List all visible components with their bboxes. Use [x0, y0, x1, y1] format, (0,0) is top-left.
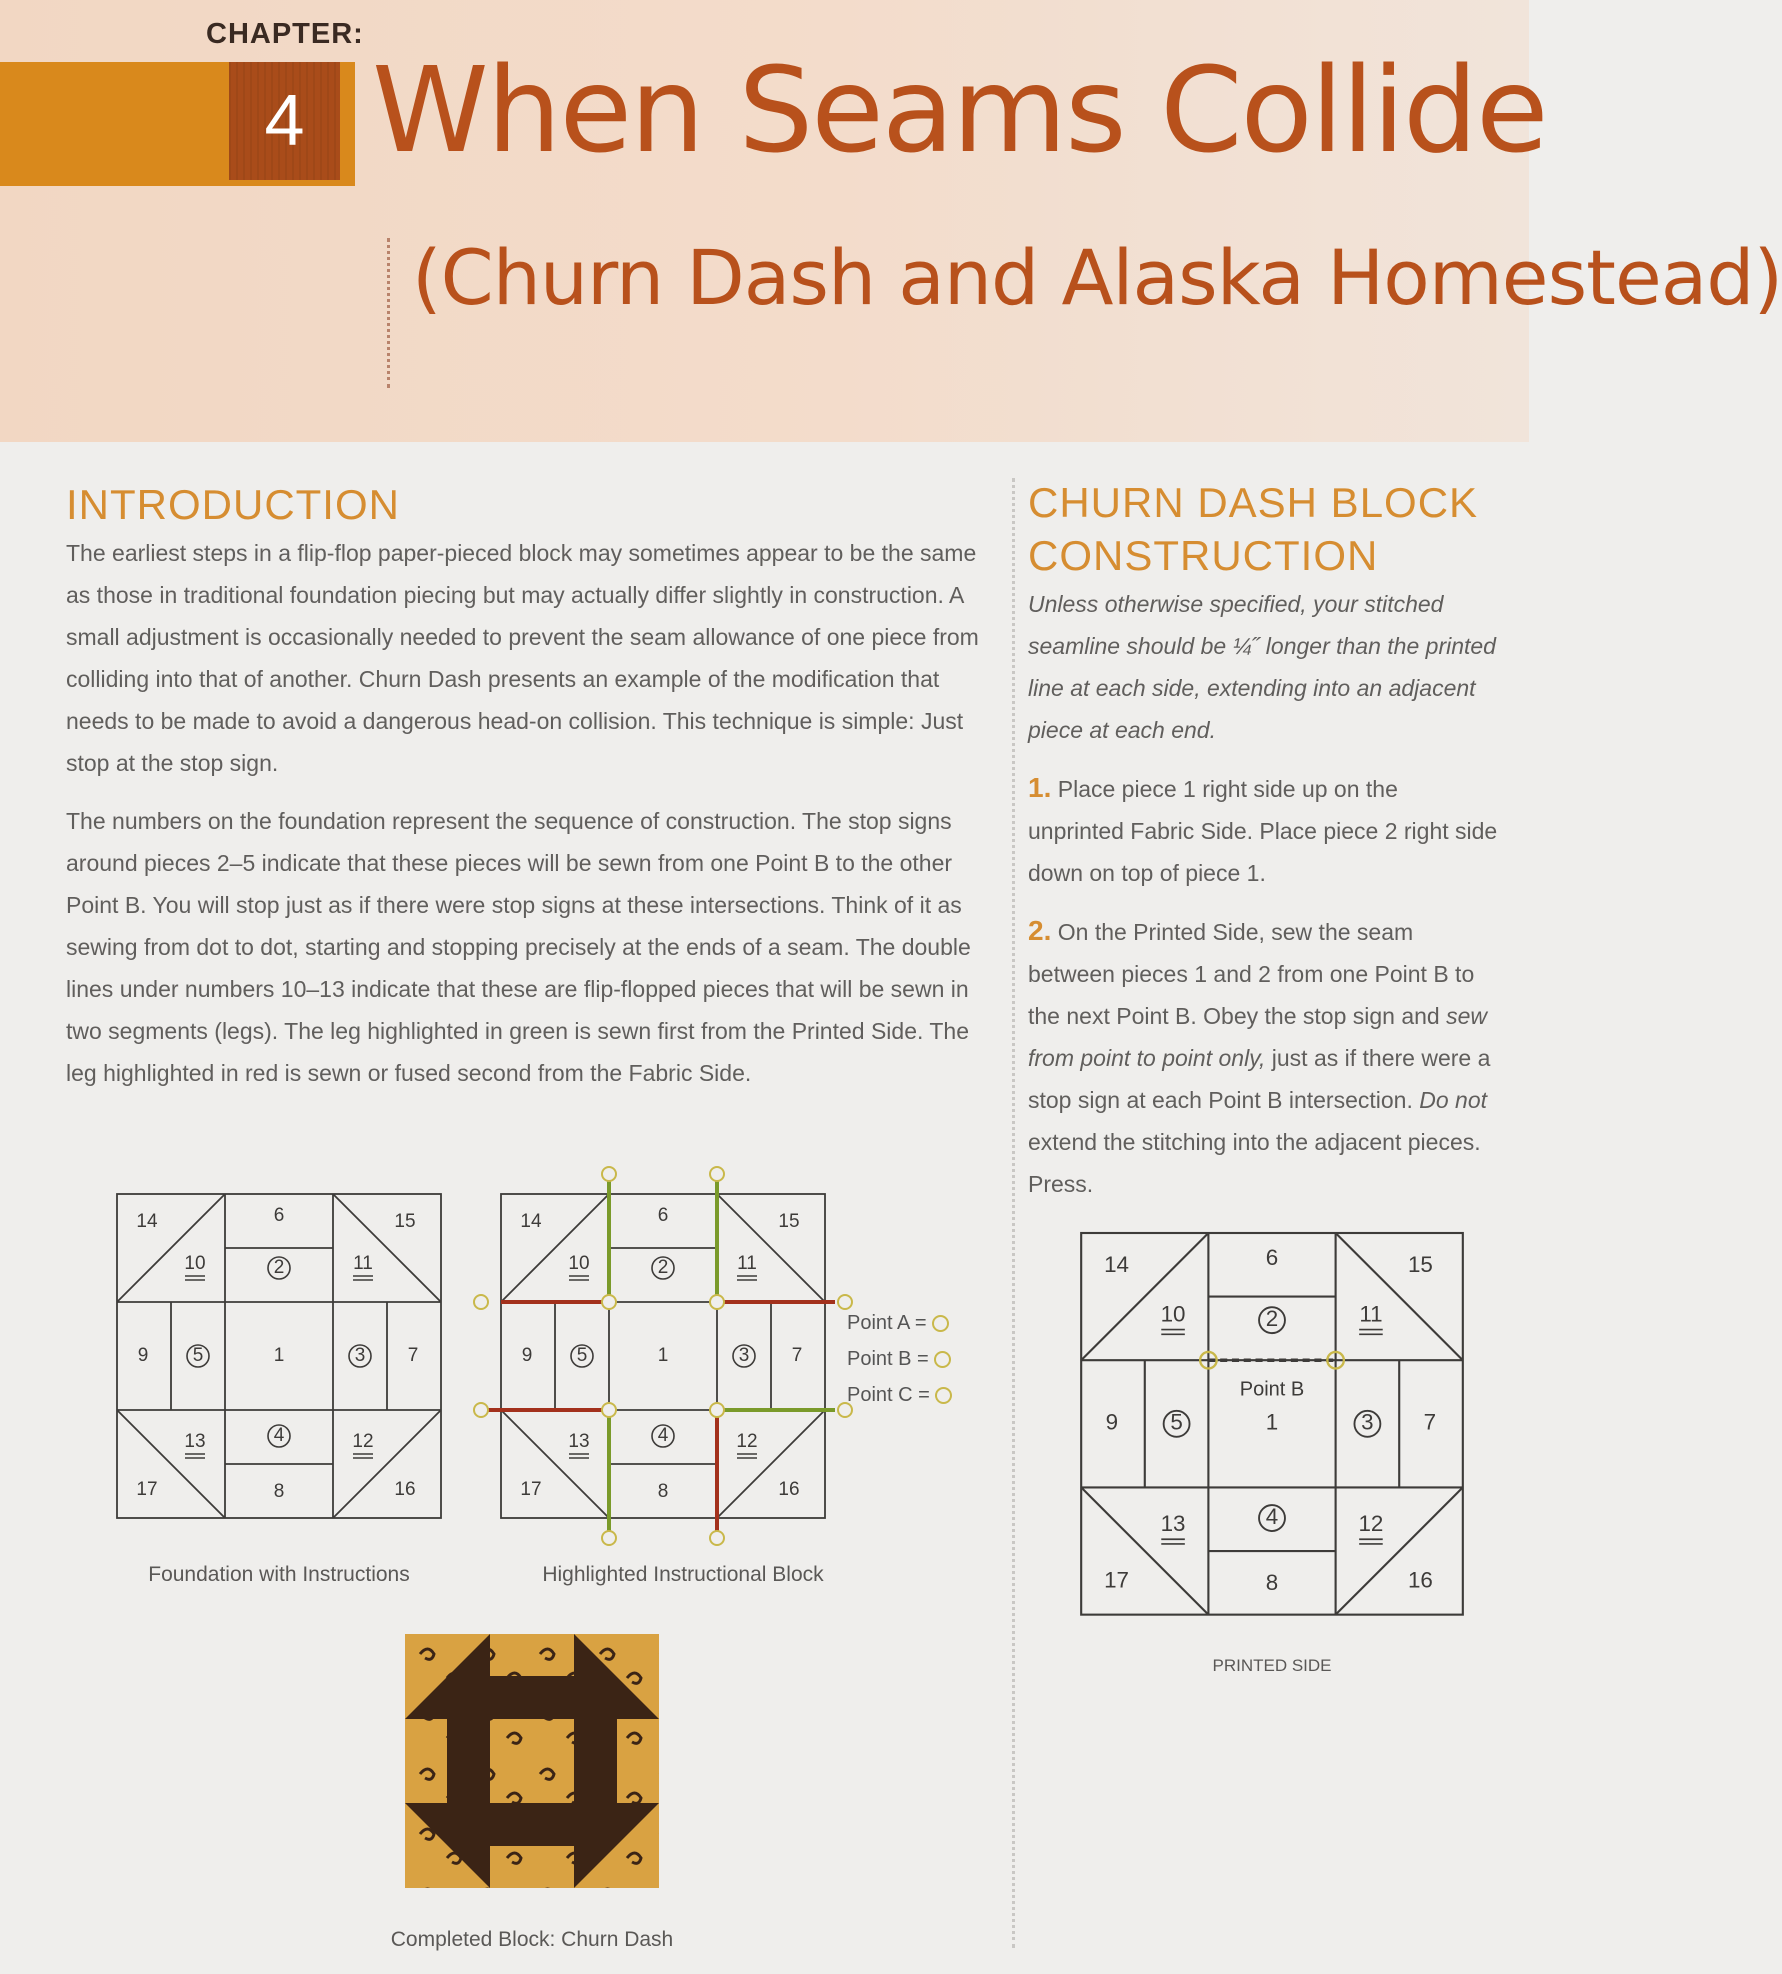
label-flip: 10 [568, 1253, 590, 1275]
label-circled: 3 [1361, 1409, 1374, 1435]
label-flip: 10 [184, 1253, 206, 1275]
label-corner: 14 [520, 1211, 542, 1233]
label-center: 1 [1265, 1409, 1279, 1435]
foundation-diagram [117, 1194, 441, 1520]
label-edge: 7 [407, 1345, 419, 1367]
corner-diagonal [1081, 1487, 1208, 1614]
label-flip: 10 [1160, 1301, 1186, 1327]
legend-point-b [847, 1341, 952, 1377]
caption-foundation: Foundation with Instructions [148, 1563, 410, 1586]
point-marker [602, 1167, 616, 1181]
label-circled: 4 [1265, 1503, 1279, 1529]
label-circled: 4 [273, 1425, 285, 1447]
corner-diagonal [333, 1194, 441, 1302]
caption-highlighted: Highlighted Instructional Block [542, 1563, 824, 1586]
label-corner: 16 [1407, 1567, 1433, 1593]
label-flip: 12 [352, 1431, 374, 1453]
point-b-marker-icon [934, 1351, 951, 1368]
legend-point-c [847, 1377, 952, 1413]
label-corner: 17 [520, 1479, 542, 1501]
step-text: just as if there were a stop sign at each Point B intersection. [1028, 1045, 1491, 1113]
label-edge: 6 [657, 1205, 669, 1227]
point-marker [602, 1531, 616, 1545]
label-flip: 13 [568, 1431, 590, 1453]
completed-quilt-block [405, 1634, 659, 1888]
construction-heading-line1: CHURN DASH BLOCK [1028, 479, 1479, 526]
label-corner: 15 [778, 1211, 800, 1233]
quilt-background [405, 1634, 659, 1888]
label-edge: 9 [1105, 1409, 1119, 1435]
label-circled: 5 [1170, 1409, 1183, 1435]
quilt-bar-left [447, 1719, 490, 1803]
introduction-body [66, 532, 1006, 1110]
point-legend [847, 1305, 952, 1413]
step-text: On the Printed Side, sew the seam between pieces 1 and 2 from one Point B to the next Point B. Obey the stop sign and [1028, 919, 1475, 1029]
label-circled: 2 [657, 1257, 669, 1279]
corner-diagonal [333, 1410, 441, 1518]
point-b-label: Point B [1239, 1378, 1305, 1401]
label-corner: 14 [136, 1211, 158, 1233]
corner-diagonal [1336, 1487, 1463, 1614]
construction-lead: Unless otherwise specified, your stitched seamline should be ¼˝ longer than the printed line at each side, extending into an adjacent piece at each end. [1028, 591, 1496, 743]
label-center: 1 [657, 1345, 669, 1367]
step-text: Place piece 1 right side up on the unprinted Fabric Side. Place piece 2 right side down on top of piece 1. [1028, 776, 1498, 886]
label-edge: 6 [273, 1205, 285, 1227]
caption-printed-side: PRINTED SIDE [1212, 1656, 1332, 1675]
label-circled: 2 [273, 1257, 285, 1279]
quilt-bar-top [490, 1676, 574, 1719]
label-center: 1 [273, 1345, 285, 1367]
corner-diagonal [1081, 1233, 1208, 1360]
corner-diagonal [1336, 1233, 1463, 1360]
step-1 [1028, 767, 1498, 894]
legend-point-a-label: Point A = [847, 1312, 927, 1334]
step-number: 2. [1028, 915, 1052, 946]
chapter-number: 4 [229, 62, 340, 180]
quilt-bar-bottom [490, 1803, 574, 1846]
label-flip: 12 [736, 1431, 758, 1453]
point-marker [710, 1295, 724, 1309]
label-corner: 17 [136, 1479, 158, 1501]
introduction-paragraph: The numbers on the foundation represent the sequence of construction. The stop signs around pieces 2–5 indicate that these pieces will be sewn from one Point B to the other Point B. You will stop just as if there were stop signs at these intersections. Think of it as sewing from dot to dot, starting and stopping precisely at the ends of a seam. The double lines under numbers 10–13 indicate that these are flip-flopped pieces that will be sewn in two segments (legs). The leg highlighted in green is sewn first from the Printed Side. The leg highlighted in red is sewn or fused second from the Fabric Side. [66, 808, 971, 1086]
label-corner: 16 [394, 1479, 416, 1501]
label-flip: 13 [184, 1431, 206, 1453]
point-marker [710, 1531, 724, 1545]
point-marker [710, 1167, 724, 1181]
chapter-title: When Seams Collide [372, 41, 1547, 179]
column-divider [1012, 478, 1015, 1948]
label-edge: 8 [657, 1481, 669, 1503]
label-corner: 15 [1407, 1251, 1433, 1277]
label-circled: 5 [192, 1345, 204, 1367]
quilt-bar-right [574, 1719, 617, 1803]
chapter-label: CHAPTER: [206, 18, 364, 50]
caption-completed: Completed Block: Churn Dash [390, 1928, 674, 1951]
label-edge: 7 [791, 1345, 803, 1367]
label-corner: 17 [1104, 1567, 1129, 1593]
label-corner: 15 [394, 1211, 416, 1233]
label-edge: 8 [1265, 1569, 1279, 1595]
highlighted-diagram [501, 1194, 825, 1520]
point-marker [474, 1403, 488, 1417]
legend-point-b-label: Point B = [847, 1348, 929, 1370]
construction-heading [1028, 476, 1478, 582]
label-circled: 2 [1265, 1306, 1279, 1332]
label-flip: 11 [1359, 1301, 1383, 1327]
label-circled: 3 [738, 1345, 750, 1367]
label-flip: 11 [737, 1253, 757, 1275]
construction-heading-line2: CONSTRUCTION [1028, 532, 1379, 579]
corner-diagonal [117, 1410, 225, 1518]
step-2 [1028, 910, 1498, 1205]
label-corner: 16 [778, 1479, 800, 1501]
corner-diagonal [501, 1194, 609, 1302]
chapter-header [0, 0, 1782, 442]
step-number: 1. [1028, 772, 1052, 803]
point-marker [474, 1295, 488, 1309]
construction-body [1028, 583, 1498, 1221]
corner-diagonal [717, 1194, 825, 1302]
chapter-subtitle: (Churn Dash and Alaska Homestead) [412, 233, 1782, 322]
point-marker [602, 1403, 616, 1417]
printed-side-diagram [1081, 1233, 1463, 1617]
label-flip: 12 [1358, 1511, 1384, 1537]
label-edge: 9 [137, 1345, 149, 1367]
step-emphasis: Do not [1419, 1087, 1487, 1113]
step-text: extend the stitching into the adjacent pieces. Press. [1028, 1129, 1481, 1197]
label-flip: 11 [353, 1253, 373, 1275]
corner-diagonal [717, 1410, 825, 1518]
introduction-heading: INTRODUCTION [66, 481, 400, 528]
label-circled: 5 [576, 1345, 588, 1367]
legend-point-c-label: Point C = [847, 1384, 930, 1406]
label-edge: 7 [1423, 1409, 1437, 1435]
label-edge: 6 [1265, 1244, 1279, 1270]
step-emphasis: sew from point to point only, [1028, 1003, 1488, 1071]
subtitle-divider [387, 238, 390, 388]
legend-point-a [847, 1305, 952, 1341]
label-corner: 14 [1104, 1251, 1129, 1277]
point-c-marker-icon [935, 1387, 952, 1404]
label-circled: 4 [657, 1425, 669, 1447]
point-a-marker-icon [932, 1315, 949, 1332]
point-marker [602, 1295, 616, 1309]
label-edge: 8 [273, 1481, 285, 1503]
label-circled: 3 [354, 1345, 366, 1367]
point-marker [710, 1403, 724, 1417]
label-edge: 9 [521, 1345, 533, 1367]
corner-diagonal [501, 1410, 609, 1518]
label-flip: 13 [1160, 1511, 1186, 1537]
corner-diagonal [117, 1194, 225, 1302]
introduction-paragraph: The earliest steps in a flip-flop paper-pieced block may sometimes appear to be the same as those in traditional foundation piecing but may actually differ slightly in construction. A small adjustment is occasionally needed to prevent the seam allowance of one piece from colliding into that of another. Churn Dash presents an example of the modification that needs to be made to avoid a dangerous head-on collision. This technique is simple: Just stop at the stop sign. [66, 540, 979, 776]
